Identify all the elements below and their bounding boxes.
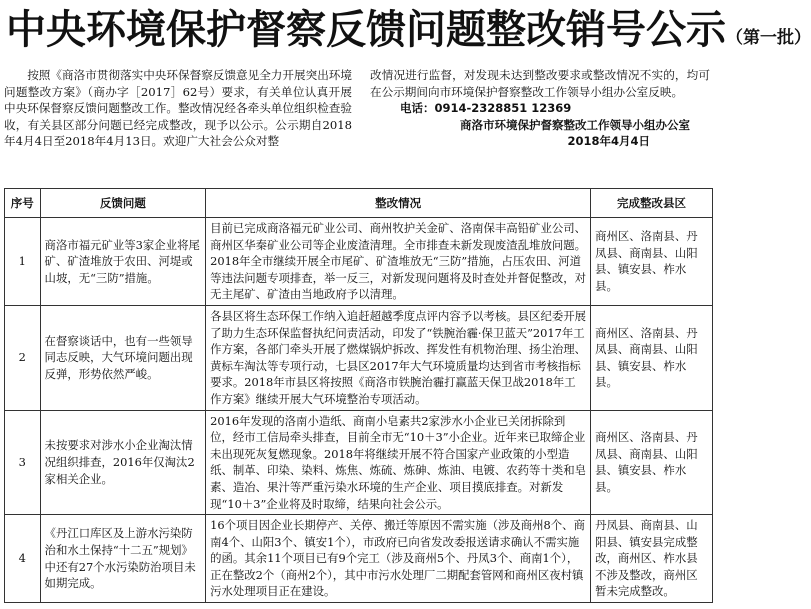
table-header-row — [5, 189, 713, 218]
table-row — [5, 410, 713, 515]
rectification-table — [4, 188, 713, 603]
row-action: 目前已完成商洛福元矿业公司、商州牧护关金矿、洛南保丰高铅矿业公司、商州区华秦矿业公司等企业废渣清理。全市排查未新发现废渣乱堆放问题。2018年全市继续开展全市尾矿、矿渣堆放无“三防”措施，占压农田、河道等违法问题专项排查，举一反三，对新发现问题将及时查处并督促整改，对无主尾矿、矿渣由当地政府予以清理。 — [206, 218, 591, 306]
title-main: 中央环境保护督察反馈问题整改销号公示 — [6, 7, 726, 53]
row-counties: 商州区、洛南县、丹凤县、商南县、山阳县、镇安县、柞水县。 — [591, 410, 713, 515]
row-action: 16个项目因企业长期停产、关停、搬迁等原因不需实施（涉及商州8个、商南4个、山阳3个、镇安1个），市政府已向省发改委报送请求确认不需实施的函。其余11个项目已有9个完工（涉及商州5个、丹凤3个、商南1个），正在整改2个（商州2个），其中市污水处理厂二期配套管网和商州区夜村镇污水处理项目正在建设。 — [206, 515, 591, 603]
row-number: 4 — [5, 515, 41, 603]
table-row — [5, 218, 713, 306]
header-action: 整改情况 — [206, 189, 591, 218]
row-problem: 在督察谈话中，也有一些领导同志反映，大气环境问题出现反弹，形势依然严峻。 — [40, 305, 206, 410]
row-number: 1 — [5, 218, 41, 306]
intro-right-paragraph: 改情况进行监督，对发现未达到整改要求或整改情况不实的，均可在公示期间向市环境保护督察整改工作领导小组办公室反映。 — [370, 68, 710, 99]
page-title — [6, 4, 811, 56]
row-problem: 《丹江口库区及上游水污染防治和水土保持“十二五”规划》中还有27个水污染防治项目未如期完成。 — [40, 515, 206, 603]
intro-left-paragraph: 按照《商洛市贯彻落实中央环保督察反馈意见全力开展突出环境问题整改方案》（商办字［2017］62号）要求，有关单位认真开展中央环保督察反馈问题整改工作。整改情况经各牵头单位组织检查验收，有关县区部分问题已经完成整改，现予以公示。公示期自2018年4月4日至2018年4月13日。欢迎广大社会公众对整 — [4, 68, 352, 148]
row-problem: 未按要求对涉水小企业淘汰情况组织排查，2016年仅淘汰2家相关企业。 — [40, 410, 206, 515]
contact-phone: 电话：0914-2328851 12369 — [400, 101, 572, 115]
issuing-organization: 商洛市环境保护督察整改工作领导小组办公室 — [460, 117, 690, 132]
table-row — [5, 305, 713, 410]
header-counties: 完成整改县区 — [591, 189, 713, 218]
title-batch: （第一批） — [726, 28, 811, 48]
header-problem: 反馈问题 — [40, 189, 206, 218]
row-number: 3 — [5, 410, 41, 515]
intro-right-block — [370, 67, 710, 150]
row-problem: 商洛市福元矿业等3家企业将尾矿、矿渣堆放于农田、河堤或山坡，无“三防”措施。 — [40, 218, 206, 306]
table-row — [5, 515, 713, 603]
row-counties: 商州区、洛南县、丹凤县、商南县、山阳县、镇安县、柞水县。 — [591, 305, 713, 410]
row-number: 2 — [5, 305, 41, 410]
header-no: 序号 — [5, 189, 41, 218]
row-counties: 丹凤县、商南县、山阳县、镇安县完成整改，商州区、柞水县不涉及整改，商州区暂未完成整改。 — [591, 515, 713, 603]
row-counties: 商州区、洛南县、丹凤县、商南县、山阳县、镇安县、柞水县。 — [591, 218, 713, 306]
row-action: 2016年发现的洛南小造纸、商南小皂素共2家涉水小企业已关闭拆除到位，经市工信局牵头排查，目前全市无“10＋3”小企业。近年来已取缔企业未出现死灰复燃现象。2018年将继续开展不符合国家产业政策的小型造纸、制革、印染、染料、炼焦、炼硫、炼砷、炼油、电镀、农药等十类和皂素、造冶、果汁等严重污染水环境的生产企业、项目摸底排查。对新发现“10＋3”企业将及时取缔，结果向社会公示。 — [206, 410, 591, 515]
issue-date: 2018年4月4日 — [567, 134, 650, 148]
row-action: 各县区将生态环保工作纳入追赶超越季度点评内容予以考核。县区纪委开展了助力生态环保监督执纪问责活动，印发了“铁腕治霾·保卫蓝天”2017年工作方案，各部门牵头开展了燃煤锅炉拆改、挥发性有机物治理、扬尘治理、黄标车淘汰等专项行动，七县区2017年大气环境质量均达到省市考核指标要求。2018年市县区将按照《商洛市铁腕治霾打赢蓝天保卫战2018年工作方案》继续开展大气环境整治专项活动。 — [206, 305, 591, 410]
